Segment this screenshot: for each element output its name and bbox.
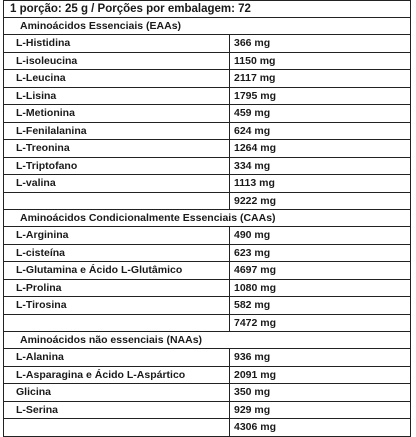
total-row: [4, 315, 410, 333]
table-row: [4, 88, 410, 106]
table-row: [4, 297, 410, 315]
table-row: [4, 402, 410, 420]
amino-name: L-Leucina: [4, 70, 230, 87]
amino-name: L-Prolina: [4, 280, 230, 297]
amino-name: Glicina: [4, 384, 230, 401]
section-title-eaas: Aminoácidos Essenciais (EAAs): [4, 18, 410, 35]
amino-value: 1795 mg: [234, 89, 277, 102]
table-row: [4, 280, 410, 298]
total-label-empty: [4, 315, 230, 332]
amino-name: L-Tirosina: [4, 297, 230, 314]
total-value: 4306 mg: [234, 421, 277, 433]
amino-name: L-Histidina: [4, 35, 230, 52]
amino-value: 623 mg: [234, 246, 271, 259]
amino-value: 1264 mg: [234, 142, 277, 154]
amino-value: 1150 mg: [234, 54, 276, 67]
table-row: [4, 175, 410, 193]
amino-value: 366 mg: [234, 37, 271, 49]
section-title-caas: Aminoácidos Condicionalmente Essenciais (CAAs): [4, 210, 410, 227]
amino-value: 1113 mg: [234, 177, 275, 189]
total-row: [4, 193, 410, 211]
table-row: [4, 384, 410, 402]
section-title-naas: Aminoácidos não essenciais (NAAs): [4, 332, 410, 349]
table-row: [4, 35, 410, 53]
portion-info: 1 porção: 25 g / Porções por embalagem: 72: [4, 1, 410, 18]
table-row: [4, 140, 410, 158]
amino-value: 624 mg: [234, 124, 271, 137]
amino-value: 4697 mg: [234, 264, 277, 276]
amino-name: L-Metionina: [4, 105, 230, 122]
table-row: [4, 53, 410, 71]
amino-name: L-Lisina: [4, 88, 230, 105]
table-row: [4, 70, 410, 88]
amino-value: 334 mg: [234, 159, 271, 172]
amino-value: 2117 mg: [234, 72, 276, 84]
table-row: [4, 349, 410, 367]
amino-name: L-Alanina: [4, 349, 230, 366]
amino-name: L-Asparagina e Ácido L-Aspártico: [4, 367, 230, 384]
amino-value: 490 mg: [234, 229, 271, 241]
amino-name: L-Serina: [4, 402, 230, 419]
amino-value: 2091 mg: [234, 368, 277, 381]
amino-value: 929 mg: [234, 403, 271, 416]
total-label-empty: [4, 419, 230, 436]
total-value: 7472 mg: [234, 316, 277, 329]
amino-name: L-cisteína: [4, 245, 230, 262]
amino-value: 582 mg: [234, 299, 271, 311]
amino-value: 1080 mg: [234, 281, 277, 294]
amino-value: 936 mg: [234, 351, 271, 363]
amino-name: L-Treonina: [4, 140, 230, 157]
amino-name: L-Glutamina e Ácido L-Glutâmico: [4, 262, 230, 279]
table-row: [4, 123, 410, 141]
amino-value: 350 mg: [234, 386, 271, 398]
amino-name: L-valina: [4, 175, 230, 192]
table-row: [4, 367, 410, 385]
amino-name: L-Triptofano: [4, 158, 230, 175]
amino-name: L-Fenilalanina: [4, 123, 230, 140]
total-value: 9222 mg: [234, 194, 277, 207]
table-row: [4, 105, 410, 123]
total-label-empty: [4, 193, 230, 210]
table-row: [4, 262, 410, 280]
amino-name: L-isoleucina: [4, 53, 230, 70]
amino-value: 459 mg: [234, 107, 271, 119]
table-row: [4, 245, 410, 263]
total-row: [4, 419, 410, 437]
table-row: [4, 227, 410, 245]
amino-acid-table: [3, 0, 411, 437]
table-row: [4, 158, 410, 176]
amino-name: L-Arginina: [4, 227, 230, 244]
